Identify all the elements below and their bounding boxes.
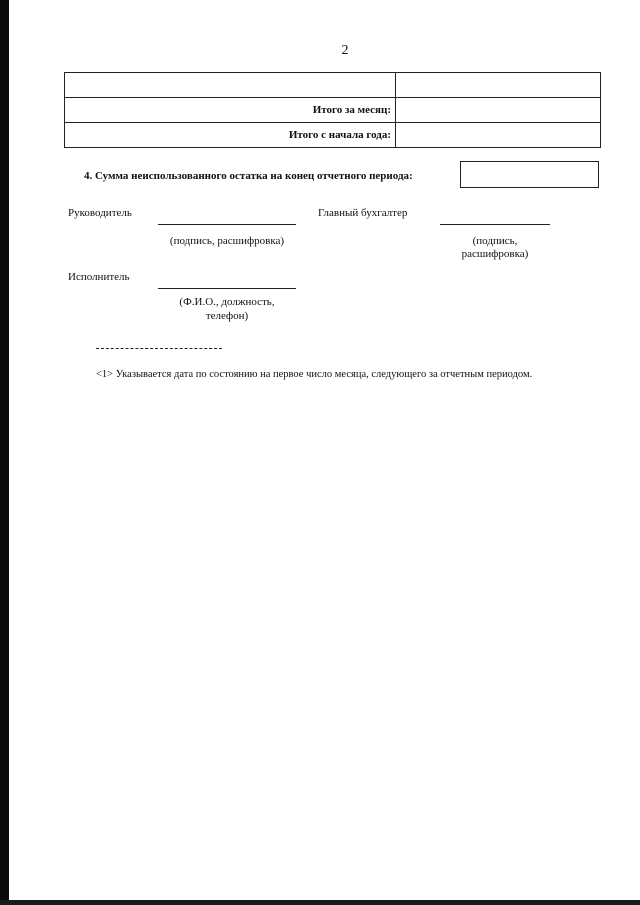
table-row (65, 98, 601, 123)
page-number: 2 (341, 43, 349, 58)
year-total-value (396, 123, 601, 148)
row-value (396, 73, 601, 98)
month-total-value (396, 98, 601, 123)
section-4-value-box (460, 161, 599, 188)
table-row (65, 73, 601, 98)
month-total-label: Итого за месяц: (65, 98, 396, 123)
footnote-separator (96, 348, 222, 349)
footnote: <1> Указывается дата по состоянию на первое число месяца, следующего за отчетным периодом. (96, 369, 533, 380)
executor-signature-line (158, 288, 296, 289)
scan-edge-left (0, 0, 9, 905)
scan-edge-bottom (0, 900, 640, 905)
accountant-caption-line2: расшифровка) (461, 248, 529, 260)
executor-caption-line2: телефон) (205, 310, 249, 322)
head-caption: (подпись, расшифровка) (169, 235, 285, 247)
accountant-signature-line (440, 224, 550, 225)
executor-caption-line1: (Ф.И.О., должность, (179, 296, 275, 308)
section-4-label: 4. Сумма неиспользованного остатка на конец отчетного периода: (84, 170, 413, 182)
executor-label: Исполнитель (68, 271, 130, 283)
head-label: Руководитель (68, 207, 132, 219)
accountant-caption-line1: (подпись, (472, 235, 518, 247)
row-label (65, 73, 396, 98)
totals-table (64, 72, 601, 148)
table-row (65, 123, 601, 148)
head-signature-line (158, 224, 296, 225)
accountant-label: Главный бухгалтер (318, 207, 408, 219)
year-total-label: Итого с начала года: (65, 123, 396, 148)
